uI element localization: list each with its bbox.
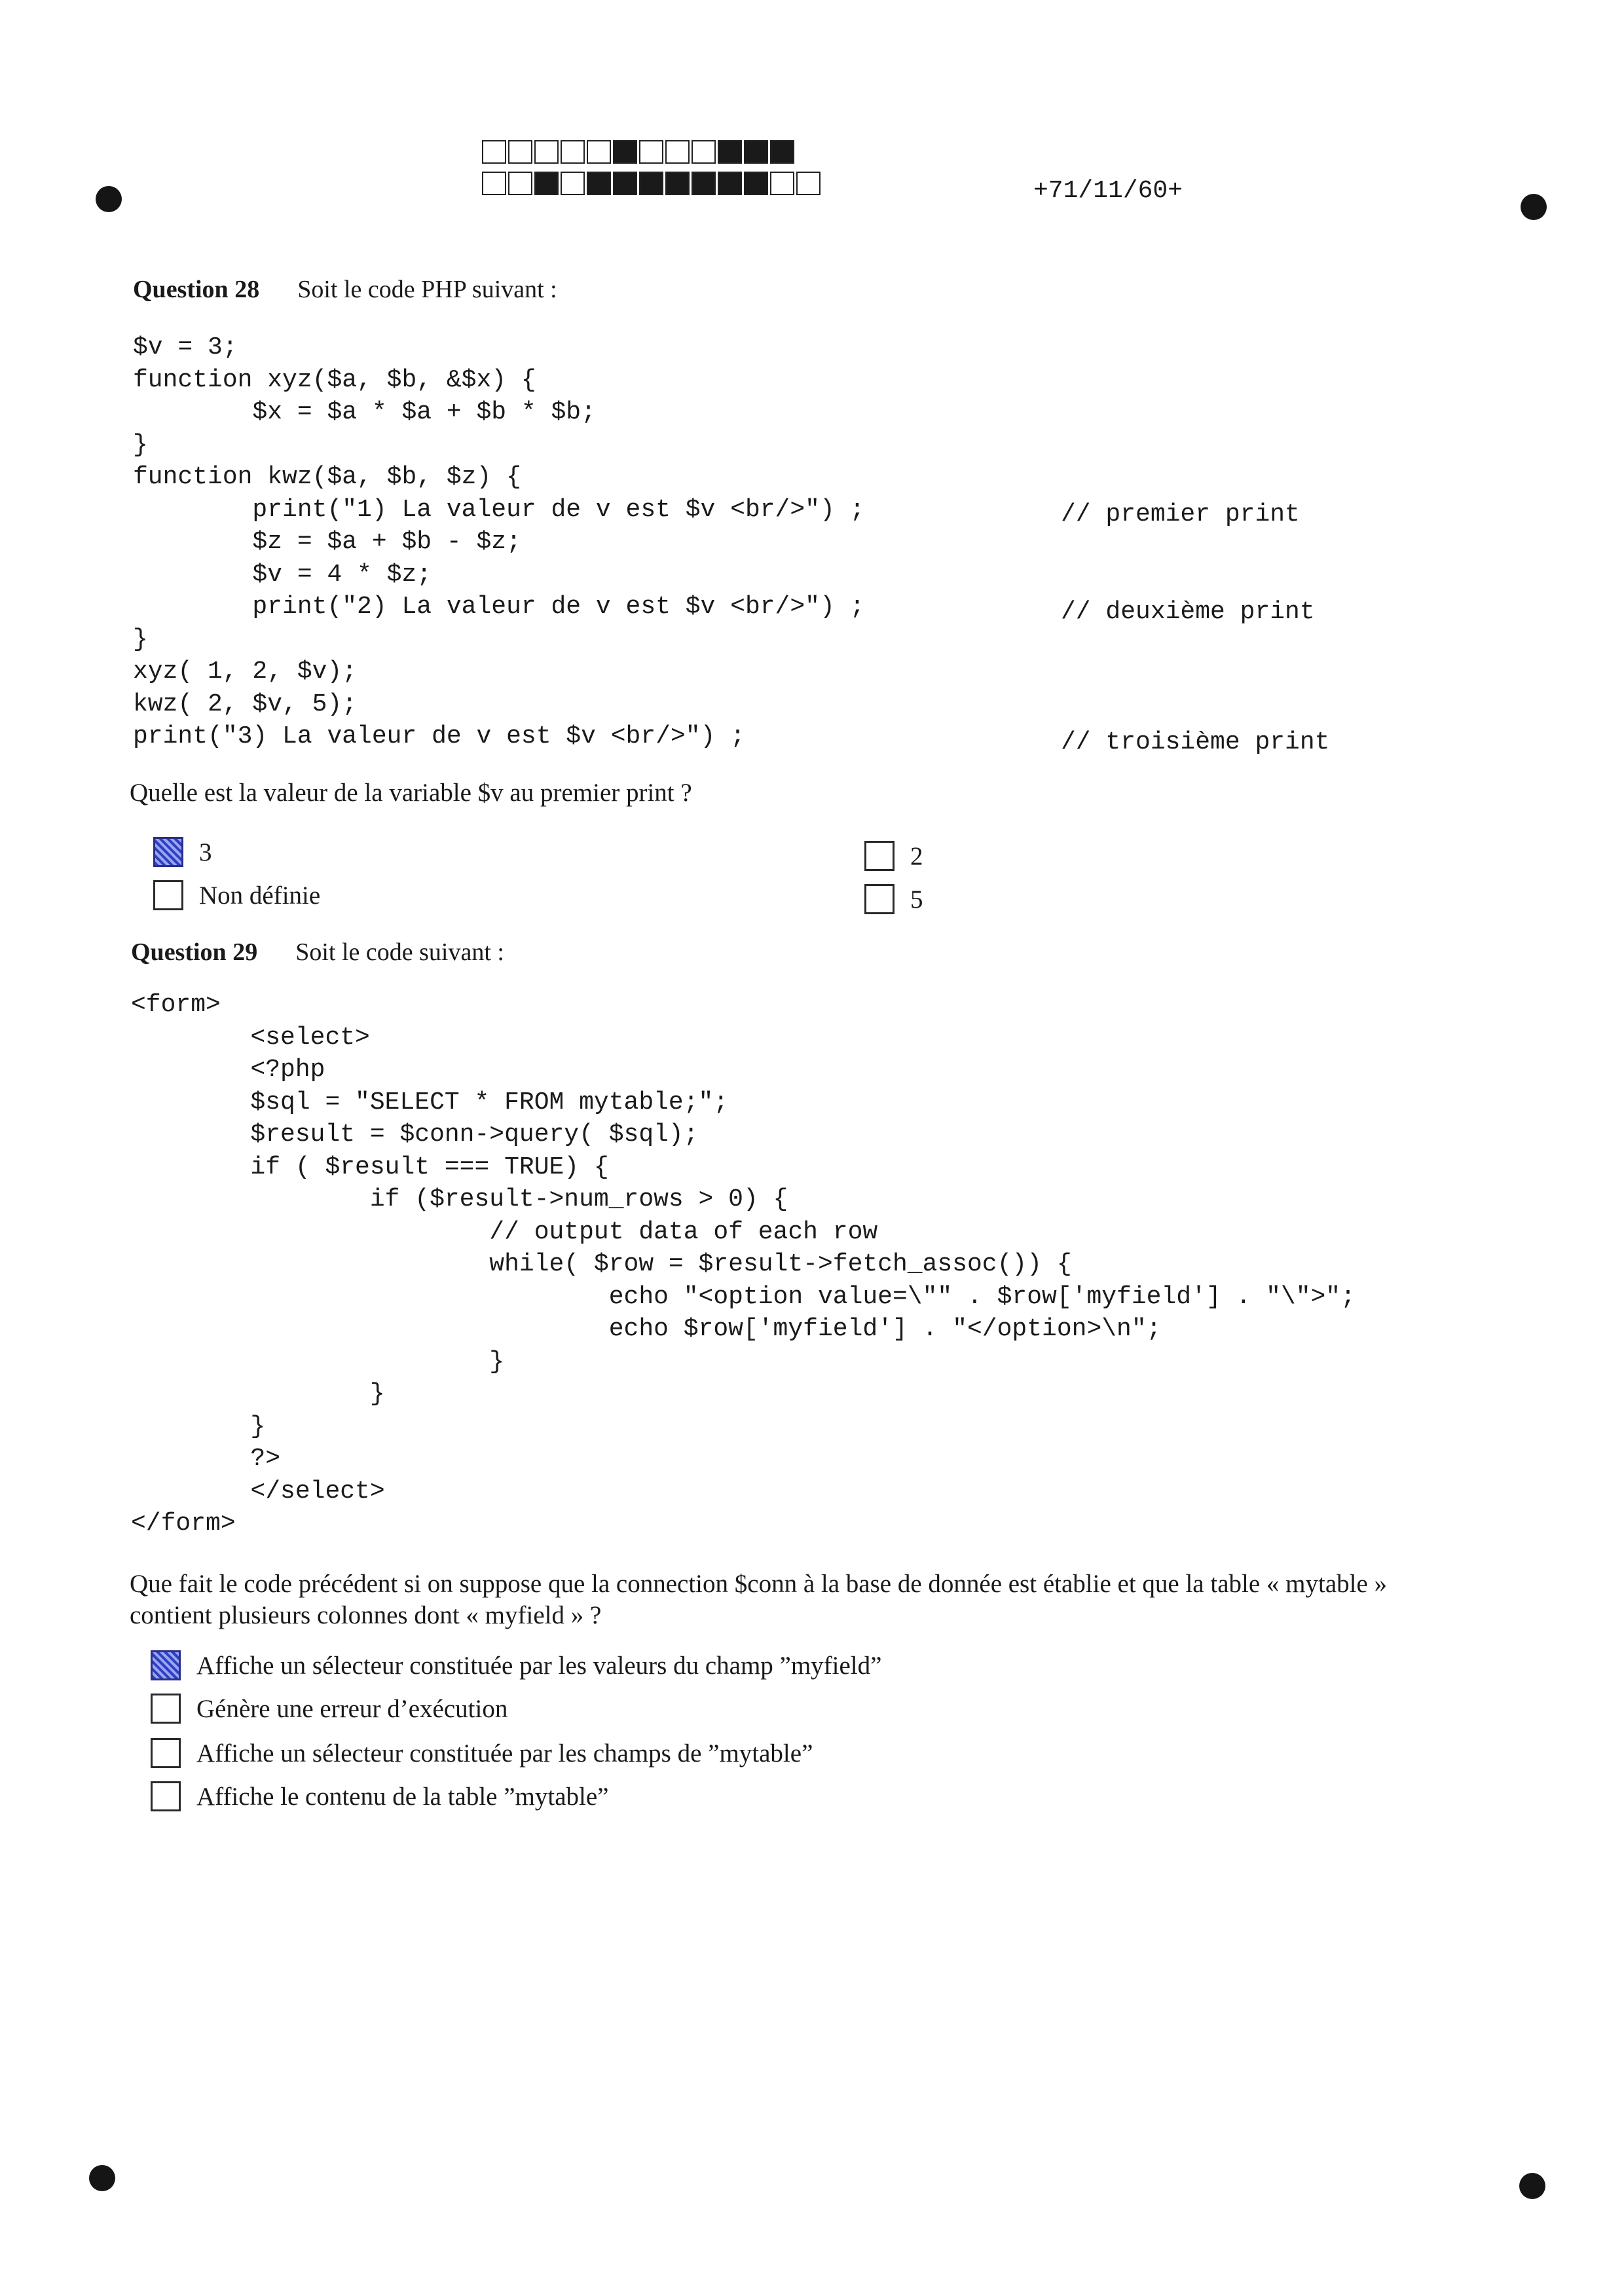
q29-option-4-checkbox[interactable] <box>151 1781 181 1811</box>
q28-option-5[interactable] <box>864 884 923 914</box>
barcode-row-1 <box>482 140 796 164</box>
q29-option-champs-mytable[interactable] <box>151 1738 813 1768</box>
registration-dot-top-right <box>1521 194 1547 220</box>
barcode-cell <box>613 172 637 195</box>
q29-option-1-label: Affiche un sélecteur constituée par les valeurs du champ ”myfield” <box>196 1651 882 1680</box>
q28-option-5-label: 5 <box>910 885 923 914</box>
barcode-cell <box>587 140 611 164</box>
barcode-cell <box>692 172 716 195</box>
q29-option-4-label: Affiche le contenu de la table ”mytable” <box>196 1782 609 1811</box>
q28-option-3-checkbox[interactable] <box>153 837 183 867</box>
question-29-number: Question 29 <box>131 938 258 966</box>
question-28-code: $v = 3; function xyz($a, $b, &$x) { $x = $a * $a + $b * $b; } function kwz($a, $b, $z) { print("1) La valeur de v est $v <br/>") ; $z = $a + $b - $z; $v = 4 * $z; print("2) La valeur de v est $v <br/>") ; } xyz( 1, 2, $v); kwz( 2, $v, 5); print("3) La valeur de v est $v <br/>") ; <box>133 333 865 750</box>
q29-option-1-checkbox[interactable] <box>151 1650 181 1680</box>
q29-option-2-checkbox[interactable] <box>151 1694 181 1724</box>
comment-troisieme-print: // troisième print <box>1061 728 1330 756</box>
registration-dot-top-left <box>96 186 122 212</box>
barcode-cell <box>692 140 716 164</box>
barcode-row-2 <box>482 172 822 195</box>
barcode-cell <box>639 172 663 195</box>
barcode-cell <box>482 140 506 164</box>
question-28-title <box>133 275 557 304</box>
q28-option-non-definie[interactable] <box>153 880 320 910</box>
q29-option-3-checkbox[interactable] <box>151 1738 181 1768</box>
barcode-cell <box>744 140 768 164</box>
barcode-cell <box>613 140 637 164</box>
q28-option-non-definie-checkbox[interactable] <box>153 880 183 910</box>
barcode-cell <box>796 172 821 195</box>
q29-option-erreur[interactable] <box>151 1694 507 1724</box>
registration-dot-bottom-left <box>89 2165 115 2191</box>
barcode-cell <box>718 172 742 195</box>
question-28-question: Quelle est la valeur de la variable $v au premier print ? <box>130 779 692 807</box>
barcode-cell <box>561 172 585 195</box>
question-29-code: <form> <select> <?php $sql = "SELECT * FROM mytable;"; $result = $conn->query( $sql); if ( $result === TRUE) { if ($result->num_rows > 0) { // output data of each row while( $row = $result->fetch_assoc()) { echo "<option value=\"" . $row['myfield'] . "\">"; echo $row['myfield'] . "</option>\n"; } } } ?> </select> </form> <box>131 991 1356 1538</box>
barcode-cell <box>718 140 742 164</box>
q28-option-non-definie-label: Non définie <box>199 881 321 910</box>
q29-option-contenu-table[interactable] <box>151 1781 608 1811</box>
barcode-cell <box>770 140 794 164</box>
q28-option-2-checkbox[interactable] <box>864 841 895 871</box>
question-28-number: Question 28 <box>133 276 260 303</box>
q29-option-valeurs-myfield[interactable] <box>151 1650 881 1680</box>
comment-deuxieme-print: // deuxième print <box>1061 598 1315 626</box>
barcode-cell <box>534 140 559 164</box>
barcode-cell <box>665 140 690 164</box>
page-id: +71/11/60+ <box>1033 177 1183 205</box>
barcode-cell <box>508 140 532 164</box>
q29-option-2-label: Génère une erreur d’exécution <box>196 1694 508 1723</box>
comment-premier-print: // premier print <box>1061 500 1300 528</box>
q28-option-3[interactable] <box>153 837 212 867</box>
question-28-intro: Soit le code PHP suivant : <box>297 276 557 303</box>
barcode-cell <box>561 140 585 164</box>
question-29-intro: Soit le code suivant : <box>295 938 504 966</box>
barcode-cell <box>587 172 611 195</box>
barcode-cell <box>744 172 768 195</box>
q29-option-3-label: Affiche un sélecteur constituée par les champs de ”mytable” <box>196 1739 813 1768</box>
q28-option-2[interactable] <box>864 841 923 871</box>
barcode-cell <box>665 172 690 195</box>
barcode-cell <box>508 172 532 195</box>
registration-dot-bottom-right <box>1519 2173 1545 2199</box>
barcode-cell <box>482 172 506 195</box>
barcode-cell <box>770 172 794 195</box>
question-29-question-line-2: contient plusieurs colonnes dont « myfield » ? <box>130 1601 602 1629</box>
q28-option-2-label: 2 <box>910 842 923 870</box>
barcode-cell <box>639 140 663 164</box>
q28-option-5-checkbox[interactable] <box>864 884 895 914</box>
question-29-title <box>131 938 504 967</box>
barcode-cell <box>534 172 559 195</box>
question-29-question-line-1: Que fait le code précédent si on suppose que la connection $conn à la base de donnée est établie et que la table « mytable » <box>130 1570 1388 1598</box>
q28-option-3-label: 3 <box>199 838 212 866</box>
